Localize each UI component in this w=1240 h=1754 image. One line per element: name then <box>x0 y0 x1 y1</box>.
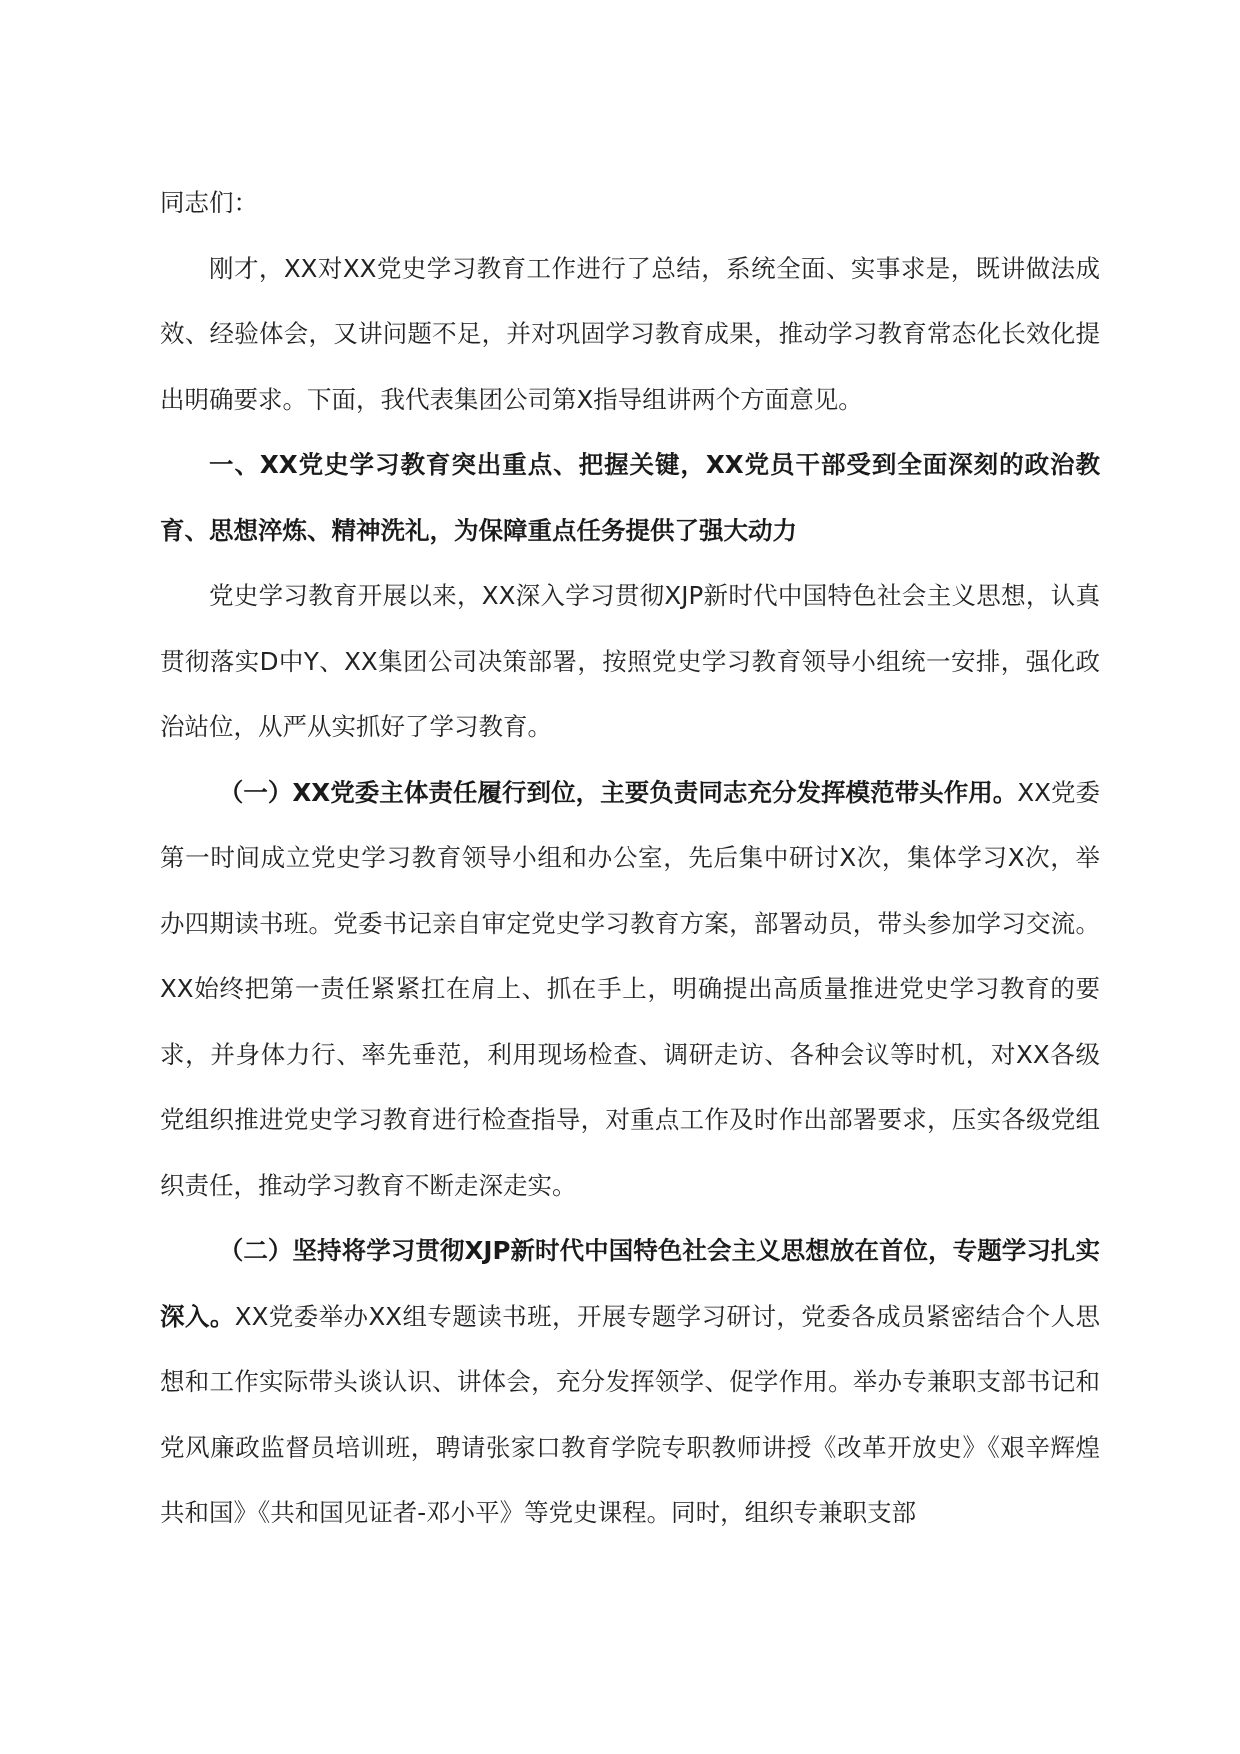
greeting: 同志们： <box>160 188 258 217</box>
subsection-1-body: XX党委第一时间成立党史学习教育领导小组和办公室，先后集中研讨X次，集体学习X次，举办四期读书班。党委书记亲自审定党史学习教育方案，部署动员，带头参加学习交流。XX始终把第一责任紧紧扛在肩上、抓在手上，明确提出高质量推进党史学习教育的要求，并身体力行、率先垂范，利用现场检查、调研走访、各种会议等时机，对XX各级党组织推进党史学习教育进行检查指导，对重点工作及时作出部署要求，压实各级党组织责任，推动学习教育不断走深走实。 <box>160 777 1100 1200</box>
subsection-1-title: （一）XX党委主体责任履行到位，主要负责同志充分发挥模范带头作用。 <box>218 777 1018 807</box>
subsection-2-body: XX党委举办XX组专题读书班，开展专题学习研讨，党委各成员紧密结合个人思想和工作实际带头谈认识、讲体会，充分发挥领学、促学作用。举办专兼职支部书记和党风廉政监督员培训班，聘请张家口教育学院专职教师讲授《改革开放史》《艰辛辉煌共和国》《共和国见证者-邓小平》等党史课程。同时，组织专兼职支部 <box>160 1301 1100 1527</box>
document-body <box>160 170 1100 1546</box>
section-1-body: 党史学习教育开展以来，XX深入学习贯彻XJP新时代中国特色社会主义思想，认真贯彻落实D中Y、XX集团公司决策部署，按照党史学习教育领导小组统一安排，强化政治站位，从严从实抓好了学习教育。 <box>160 581 1100 741</box>
intro-paragraph: 刚才，XX对XX党史学习教育工作进行了总结，系统全面、实事求是，既讲做法成效、经验体会，又讲问题不足，并对巩固学习教育成果，推动学习教育常态化长效化提出明确要求。下面，我代表集团公司第X指导组讲两个方面意见。 <box>160 253 1100 414</box>
section-1-heading: 一、XX党史学习教育突出重点、把握关键，XX党员干部受到全面深刻的政治教育、思想淬炼、精神洗礼，为保障重点任务提供了强大动力 <box>160 450 1100 545</box>
subsection-2-title: （二）坚持将学习贯彻XJP新时代中国特色社会主义思想放在首位，专题学习扎实深入。 <box>160 1236 1100 1331</box>
subsection-2-paragraph <box>160 1218 1100 1546</box>
subsection-1-paragraph <box>160 760 1100 1219</box>
